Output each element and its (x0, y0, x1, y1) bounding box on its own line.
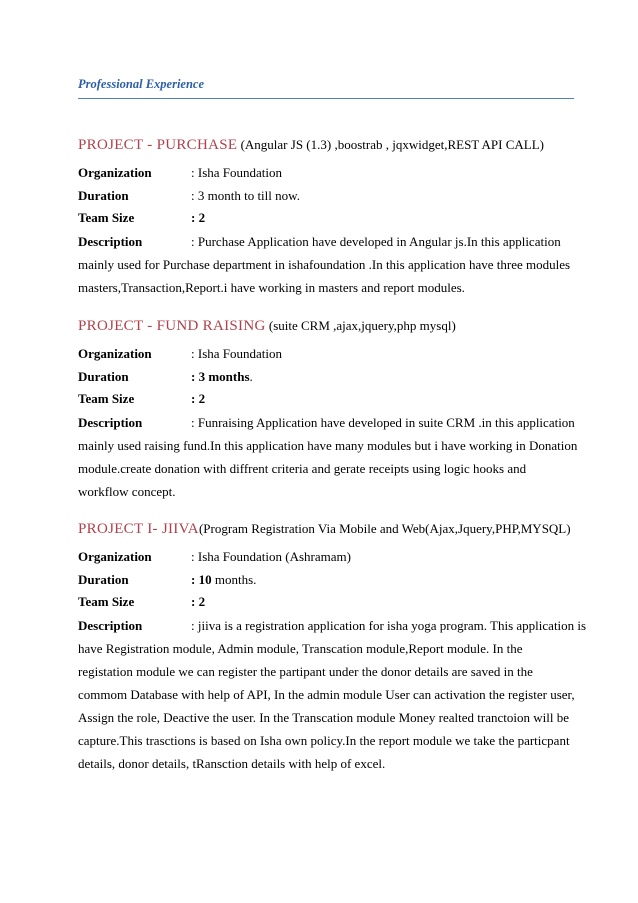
description-label: Description (78, 233, 143, 249)
duration-row (78, 569, 598, 592)
team-size-row (78, 207, 598, 230)
duration-label: Duration (78, 368, 129, 384)
duration-value (191, 569, 256, 592)
organization-label: Organization (78, 549, 152, 564)
duration-value-tail: . (249, 368, 253, 384)
project-tech: (suite CRM ,ajax,jquery,php mysql) (265, 318, 456, 333)
duration-row (78, 185, 598, 208)
duration-row (78, 366, 598, 389)
section-title: Professional Experience (78, 77, 205, 91)
description-first-line: : Funraising Application have developed in suite CRM .in this application (191, 414, 575, 430)
team-size-value: : 2 (191, 210, 206, 225)
project-purchase (78, 137, 598, 299)
organization-row (78, 343, 598, 366)
project-heading (78, 318, 598, 335)
organization-label: Organization (78, 165, 152, 180)
duration-value: : 3 month to till now. (191, 187, 300, 203)
team-size-label: Team Size (78, 594, 135, 609)
team-size-label: Team Size (78, 391, 135, 406)
project-heading (78, 137, 598, 154)
description-text: have Registration module, Admin module, Transcation module,Report module. In the registation module we can register the partipant under the donor details are saved in the commom Database with help of API, In the admin module User can activation the register user, Assign the role, Deactive the user. In the Transcation module Money realted tranctoion will be capture.This trasctions is based on Isha own policy.In the report module we take the particpant details, donor details, tRansction details with help of excel. (78, 640, 575, 771)
organization-value: : Isha Foundation (191, 346, 282, 361)
organization-row (78, 162, 598, 185)
project-heading (78, 521, 598, 538)
description-text: mainly used raising fund.In this application have many modules but i have working in Donation module.create donation with diffrent criteria and gerate receipts using logic hooks and workflow concept. (78, 437, 578, 499)
description-first-line: : Purchase Application have developed in Angular js.In this application (191, 233, 561, 249)
team-size-value: : 2 (191, 594, 206, 609)
duration-value-tail: months. (211, 571, 257, 587)
section-divider (78, 98, 574, 99)
duration-label: Duration (78, 187, 129, 203)
organization-value: : Isha Foundation (Ashramam) (191, 549, 351, 564)
description-row (78, 614, 598, 637)
project-tech: (Program Registration Via Mobile and Web(Ajax,Jquery,PHP,MYSQL) (198, 521, 571, 536)
description-row (78, 230, 598, 253)
project-name: PROJECT - PURCHASE (78, 137, 238, 153)
project-jiiva (78, 521, 598, 775)
project-name: PROJECT - FUND RAISING (78, 318, 266, 334)
description-row (78, 411, 598, 434)
organization-value: : Isha Foundation (191, 165, 282, 180)
duration-value-bold: : 3 months (191, 368, 250, 384)
duration-value-bold: : 10 (191, 571, 212, 587)
organization-label: Organization (78, 346, 152, 361)
team-size-row (78, 591, 598, 614)
project-tech: (Angular JS (1.3) ,boostrab , jqxwidget,REST API CALL) (237, 137, 545, 152)
description-label: Description (78, 617, 143, 633)
team-size-row (78, 388, 598, 411)
description-first-line: : jiiva is a registration application for isha yoga program. This application is (191, 617, 587, 633)
description-text: mainly used for Purchase department in ishafoundation .In this application have three modules masters,Transaction,Report.i have working in masters and report modules. (78, 256, 571, 295)
team-size-value: : 2 (191, 391, 206, 406)
team-size-label: Team Size (78, 210, 135, 225)
project-fund-raising (78, 318, 598, 503)
project-name: PROJECT I- JIIVA (78, 521, 199, 537)
duration-label: Duration (78, 571, 129, 587)
description-label: Description (78, 414, 143, 430)
duration-value (191, 366, 253, 389)
organization-row (78, 546, 598, 569)
